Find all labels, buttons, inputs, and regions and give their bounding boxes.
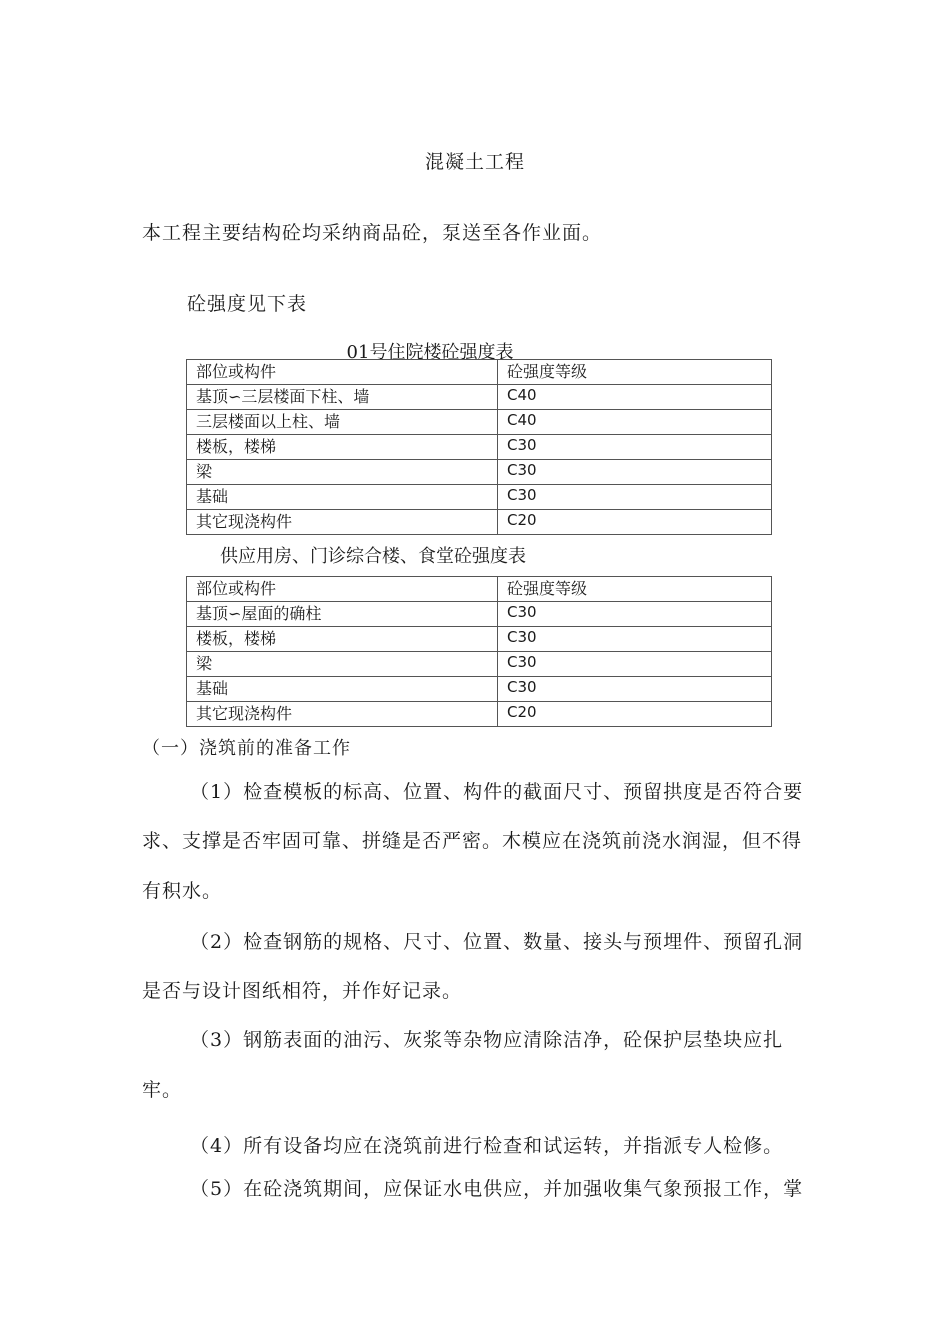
table-row	[187, 652, 772, 677]
table-outpatient-strength	[186, 576, 772, 727]
cell-part: 基顶∽三层楼面下柱、墙	[187, 385, 498, 410]
cell-grade: C40	[498, 410, 772, 435]
item1-line1: （1）检查模板的标高、位置、构件的截面尺寸、预留拱度是否符合要	[190, 781, 804, 803]
cell-grade: C30	[498, 677, 772, 702]
table-inpatient-strength	[186, 359, 772, 535]
table-row	[187, 677, 772, 702]
cell-grade: C30	[498, 652, 772, 677]
table-row	[187, 435, 772, 460]
header-cell-grade: 砼强度等级	[498, 577, 772, 602]
cell-grade: C40	[498, 385, 772, 410]
item5: （5）在砼浇筑期间，应保证水电供应，并加强收集气象预报工作，掌	[190, 1178, 804, 1200]
item3-line1: （3）钢筋表面的油污、灰浆等杂物应清除洁净，砼保护层垫块应扎	[190, 1029, 784, 1051]
table-row	[187, 702, 772, 727]
table-row	[187, 410, 772, 435]
cell-grade: C30	[498, 602, 772, 627]
table-header-row	[187, 577, 772, 602]
intro-paragraph: 本工程主要结构砼均采纳商品砼，泵送至各作业面。	[142, 222, 603, 244]
cell-part: 基顶∽屋面的确柱	[187, 602, 498, 627]
table-header-row	[187, 360, 772, 385]
cell-grade: C20	[498, 510, 772, 535]
strength-note: 砼强度见下表	[187, 293, 308, 315]
section-heading-preparation: （一）浇筑前的准备工作	[142, 738, 351, 759]
table-row	[187, 385, 772, 410]
cell-part: 基础	[187, 485, 498, 510]
table-row	[187, 460, 772, 485]
cell-part: 其它现浇构件	[187, 702, 498, 727]
cell-grade: C30	[498, 435, 772, 460]
header-cell-part: 部位或构件	[187, 360, 498, 385]
cell-grade: C20	[498, 702, 772, 727]
header-cell-grade: 砼强度等级	[498, 360, 772, 385]
item3-line2: 牢。	[142, 1079, 183, 1101]
table-row	[187, 485, 772, 510]
cell-grade: C30	[498, 485, 772, 510]
cell-part: 梁	[187, 460, 498, 485]
cell-part: 其它现浇构件	[187, 510, 498, 535]
page-title: 混凝土工程	[424, 151, 525, 173]
cell-part: 梁	[187, 652, 498, 677]
item2-line2: 是否与设计图纸相符，并作好记录。	[142, 980, 463, 1002]
item1-line2: 求、支撑是否牢固可靠、拼缝是否严密。木模应在浇筑前浇水润湿，但不得	[142, 830, 803, 852]
header-cell-part: 部位或构件	[187, 577, 498, 602]
cell-grade: C30	[498, 460, 772, 485]
table2-caption: 供应用房、门诊综合楼、食堂砼强度表	[220, 546, 526, 567]
cell-part: 三层楼面以上柱、墙	[187, 410, 498, 435]
cell-grade: C30	[498, 627, 772, 652]
item1-line3: 有积水。	[142, 880, 223, 902]
table-row	[187, 627, 772, 652]
item4: （4）所有设备均应在浇筑前进行检查和试运转，并指派专人检修。	[190, 1135, 784, 1157]
table-row	[187, 510, 772, 535]
cell-part: 楼板，楼梯	[187, 627, 498, 652]
item2-line1: （2）检查钢筋的规格、尺寸、位置、数量、接头与预埋件、预留孔洞	[190, 931, 804, 953]
table-row	[187, 602, 772, 627]
cell-part: 楼板，楼梯	[187, 435, 498, 460]
table1-caption: 01号住院楼砼强度表	[346, 342, 514, 363]
cell-part: 基础	[187, 677, 498, 702]
